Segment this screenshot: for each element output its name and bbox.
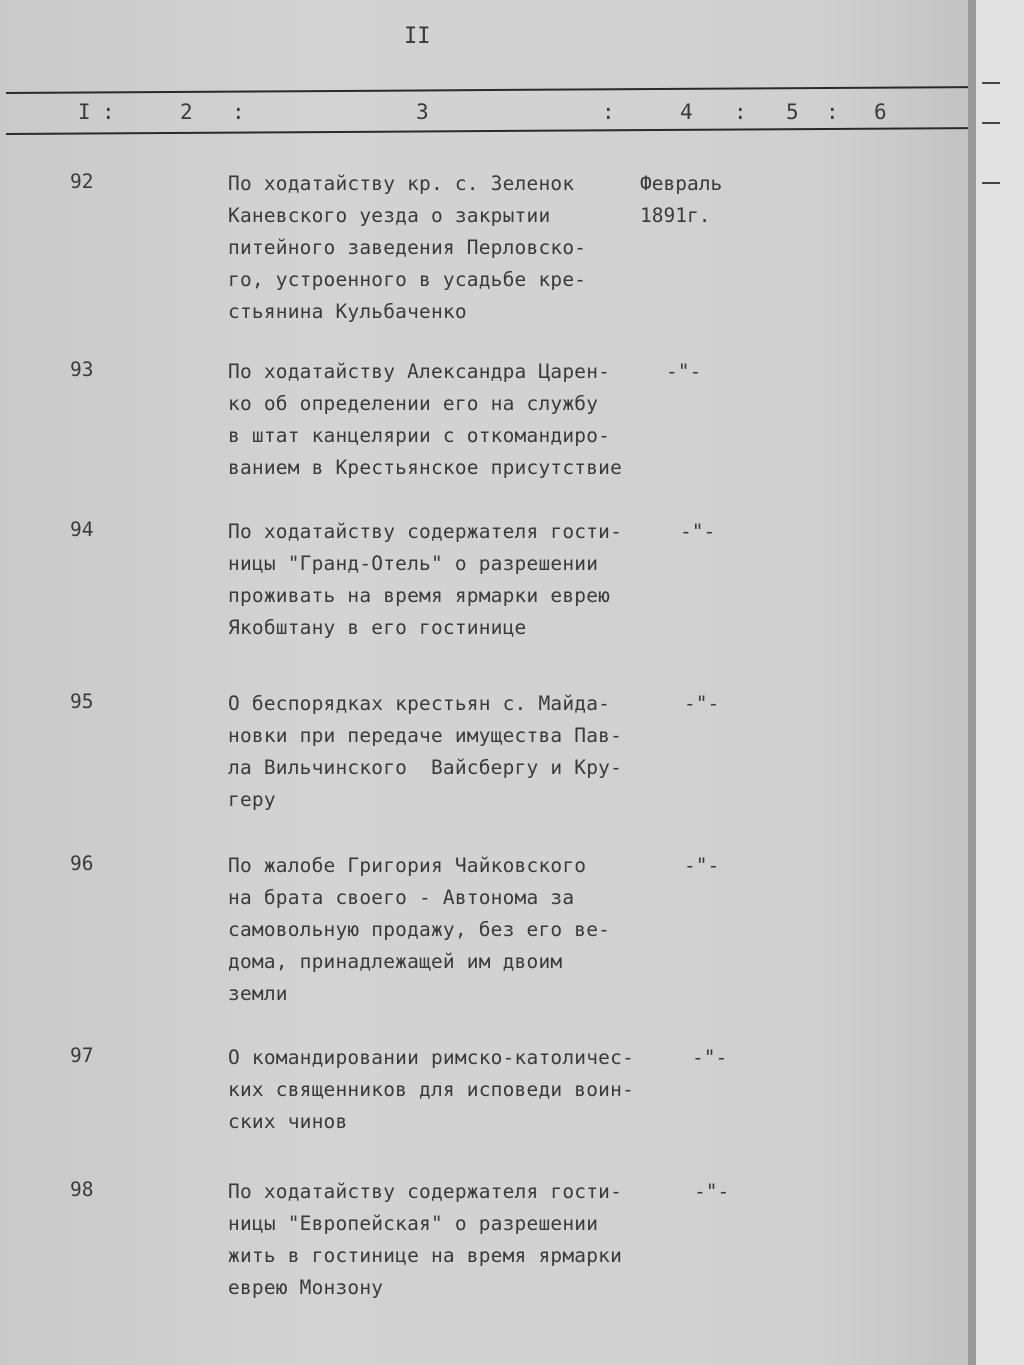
entry-date — [666, 356, 701, 388]
entry-number: 98 — [70, 1178, 94, 1201]
entry-number: 93 — [70, 358, 94, 381]
column-separator: : — [602, 100, 615, 124]
margin-mark — [982, 122, 1000, 124]
description-line: новки при передаче имущества Пав- — [228, 724, 623, 747]
date-line: -"- — [680, 520, 716, 543]
adjacent-page-edge — [976, 0, 1024, 1365]
description-line: самовольную продажу, без его ве- — [228, 918, 611, 941]
column-header-2: 2 — [180, 100, 193, 124]
entry-description — [228, 850, 610, 1010]
margin-mark — [982, 82, 1000, 84]
column-header-1: I — [78, 100, 91, 124]
description-line: ванием в Крестьянское присутствие — [228, 456, 623, 479]
header-bottom-rule — [6, 127, 968, 135]
description-line: Каневского уезда о закрытии — [228, 204, 551, 227]
entry-description — [228, 1042, 634, 1138]
description-line: земли — [228, 982, 288, 1005]
column-separator: : — [102, 100, 115, 124]
description-line: питейного заведения Перловско- — [228, 236, 587, 259]
entry-date — [684, 850, 719, 882]
description-line: По ходатайству содержателя гости- — [228, 520, 623, 543]
column-header-6: 6 — [874, 100, 887, 124]
description-line: еврею Монзону — [228, 1276, 384, 1299]
description-line: проживать на время ярмарки еврею — [228, 584, 611, 607]
description-line: ко об определении его на службу — [228, 392, 599, 415]
description-line: стьянина Кульбаченко — [228, 300, 467, 323]
description-line: на брата своего - Автонома за — [228, 886, 575, 909]
entry-description — [228, 688, 622, 816]
page-number: II — [404, 24, 431, 49]
description-line: ких священников для исповеди воин- — [228, 1078, 634, 1101]
entry-date — [692, 1042, 727, 1074]
column-separator: : — [734, 100, 747, 124]
description-line: ских чинов — [228, 1110, 348, 1133]
description-line: О беспорядках крестьян с. Майда- — [228, 692, 611, 715]
column-header-5: 5 — [786, 100, 799, 124]
column-separator: : — [232, 100, 245, 124]
column-separator: : — [826, 100, 839, 124]
entry-number: 97 — [70, 1044, 94, 1067]
entry-description — [228, 1176, 622, 1304]
date-line: -"- — [666, 360, 702, 383]
description-line: ницы "Гранд-Отель" о разрешении — [228, 552, 599, 575]
description-line: дома, принадлежащей им двоим — [228, 950, 563, 973]
description-line: ла Вильчинского Вайсбергу и Кру- — [228, 756, 623, 779]
entry-date — [694, 1176, 729, 1208]
description-line: Якобштану в его гостинице — [228, 616, 527, 639]
entry-number: 94 — [70, 518, 94, 541]
description-line: По жалобе Григория Чайковского — [228, 854, 587, 877]
description-line: в штат канцелярии с откомандиро- — [228, 424, 611, 447]
header-top-rule — [6, 86, 968, 94]
date-line: -"- — [694, 1180, 730, 1203]
description-line: жить в гостинице на время ярмарки — [228, 1244, 623, 1267]
entry-description — [228, 356, 622, 484]
entry-description — [228, 168, 586, 328]
date-line: Февраль — [640, 172, 723, 195]
description-line: ницы "Европейская" о разрешении — [228, 1212, 599, 1235]
entry-date — [684, 688, 719, 720]
entry-number: 96 — [70, 852, 94, 875]
entry-date — [640, 168, 722, 232]
description-line: По ходатайству содержателя гости- — [228, 1180, 623, 1203]
date-line: -"- — [692, 1046, 728, 1069]
column-header-4: 4 — [680, 100, 693, 124]
description-line: По ходатайству Александра Царен- — [228, 360, 611, 383]
description-line: го, устроенного в усадьбе кре- — [228, 268, 587, 291]
column-header-3: 3 — [416, 100, 429, 124]
entry-date — [680, 516, 715, 548]
entry-description — [228, 516, 622, 644]
margin-mark — [982, 182, 1000, 184]
entry-number: 95 — [70, 690, 94, 713]
page-edge-shadow — [968, 0, 976, 1365]
date-line: -"- — [684, 692, 720, 715]
description-line: О командировании римско-католичес- — [228, 1046, 634, 1069]
entry-number: 92 — [70, 170, 94, 193]
description-line: геру — [228, 788, 276, 811]
date-line: 1891г. — [640, 204, 711, 227]
description-line: По ходатайству кр. с. Зеленок — [228, 172, 575, 195]
date-line: -"- — [684, 854, 720, 877]
